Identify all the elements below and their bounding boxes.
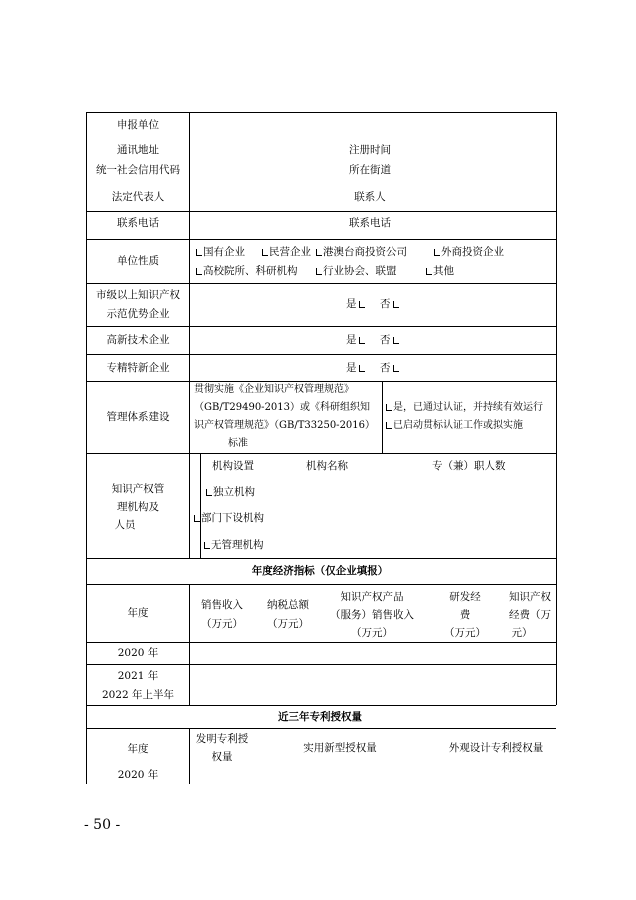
design-header: 外观设计专利授权量 <box>448 742 544 754</box>
high-tech-yes[interactable]: 是 <box>346 333 366 347</box>
specialized-no[interactable]: 否 <box>380 361 400 375</box>
nature-option-research[interactable]: 高校院所、科研机构 <box>196 264 298 278</box>
mgmt-standard-line3: 识产权管理规范》（GB/T33250-2016） <box>194 420 376 431</box>
checkbox-icon <box>316 249 322 256</box>
checkbox-icon <box>204 542 210 549</box>
checkbox-icon <box>206 489 212 496</box>
ip-org-label-1: 知识产权管 <box>111 483 165 495</box>
mgmt-started-option[interactable]: 已启动贯标认证工作或拟实施 <box>386 419 523 433</box>
checkbox-icon <box>386 422 392 429</box>
checkbox-icon <box>426 268 432 275</box>
ip-sales-header-2: （服务）销售收入 <box>330 609 414 621</box>
org-setup-header: 机构设置 <box>212 460 254 472</box>
demo-enterprise-label-1: 市级以上知识产权 <box>96 289 180 301</box>
nature-option-other[interactable]: 其他 <box>426 264 454 278</box>
patent-title: 近三年专利授权量 <box>278 711 362 723</box>
checkbox-icon <box>434 249 440 256</box>
checkbox-icon <box>393 365 399 372</box>
registration-date-label: 注册时间 <box>349 144 391 156</box>
mgmt-standard-line4: 标准 <box>228 438 248 449</box>
patent-year-header: 年度 <box>127 743 149 755</box>
checkbox-icon <box>386 404 392 411</box>
year-row-2021: 2021 年 <box>117 670 159 682</box>
ip-sales-header-1: 知识产权产品 <box>340 591 404 603</box>
mgmt-standard-line1: 贯彻实施《企业知识产权管理规范》 <box>194 384 354 395</box>
specialized-label: 专精特新企业 <box>106 362 170 374</box>
invention-header-1: 发明专利授 <box>195 733 249 745</box>
year-row-2022h1: 2022 年上半年 <box>101 689 175 701</box>
checkbox-icon <box>196 249 202 256</box>
tax-unit: （万元） <box>267 618 309 630</box>
phone-label-left: 联系电话 <box>117 217 159 229</box>
nature-option-foreign[interactable]: 外商投资企业 <box>434 245 504 259</box>
year-row-2020: 2020 年 <box>117 647 159 659</box>
ip-fee-unit: 元） <box>511 627 533 639</box>
checkbox-icon <box>262 249 268 256</box>
tax-header: 纳税总额 <box>267 599 309 611</box>
management-system-label: 管理体系建设 <box>106 411 170 423</box>
ip-fee-header-1: 知识产权 <box>509 591 551 603</box>
contact-person-label: 联系人 <box>354 191 386 203</box>
nature-option-state[interactable]: 国有企业 <box>196 245 245 259</box>
street-label: 所在街道 <box>349 164 391 176</box>
checkbox-icon <box>194 515 200 522</box>
econ-title: 年度经济指标（仅企业填报） <box>251 565 389 577</box>
rd-header-2: 费 <box>459 609 471 621</box>
credit-code-label: 统一社会信用代码 <box>96 164 180 176</box>
unit-nature-label: 单位性质 <box>117 255 159 267</box>
ip-org-label-3: 人员 <box>114 519 136 531</box>
ip-org-label-2: 理机构及 <box>117 501 159 513</box>
rd-unit: （万元） <box>444 627 486 639</box>
checkbox-icon <box>359 337 365 344</box>
checkbox-icon <box>359 365 365 372</box>
high-tech-no[interactable]: 否 <box>380 333 400 347</box>
applicant-label: 申报单位 <box>117 119 159 131</box>
nature-option-association[interactable]: 行业协会、联盟 <box>316 264 397 278</box>
patent-year-2020: 2020 年 <box>117 769 159 781</box>
phone-label-right: 联系电话 <box>349 217 391 229</box>
mgmt-certified-option[interactable]: 是，已通过认证，并持续有效运行 <box>386 401 543 415</box>
ip-sales-unit: （万元） <box>351 627 393 639</box>
mgmt-standard-line2: （GB/T29490-2013）或《科研组织知 <box>194 402 371 413</box>
org-option-independent[interactable]: 独立机构 <box>206 485 255 499</box>
rd-header-1: 研发经 <box>449 591 481 603</box>
checkbox-icon <box>393 301 399 308</box>
ip-fee-header-2: 经费（万 <box>509 609 551 621</box>
high-tech-label: 高新技术企业 <box>106 334 170 346</box>
address-label: 通讯地址 <box>117 144 159 156</box>
checkbox-icon <box>393 337 399 344</box>
demo-enterprise-yes[interactable]: 是 <box>346 297 366 311</box>
invention-header-2: 权量 <box>211 751 233 763</box>
demo-enterprise-label-2: 示范优势企业 <box>106 308 170 320</box>
page-number: - 50 - <box>84 817 121 833</box>
sales-header: 销售收入 <box>201 599 243 611</box>
staff-count-header: 专（兼）职人数 <box>432 460 506 472</box>
nature-option-private[interactable]: 民营企业 <box>262 245 311 259</box>
org-option-none[interactable]: 无管理机构 <box>204 538 264 552</box>
org-name-header: 机构名称 <box>306 460 348 472</box>
demo-enterprise-no[interactable]: 否 <box>380 297 400 311</box>
specialized-yes[interactable]: 是 <box>346 361 366 375</box>
econ-year-header: 年度 <box>127 607 149 619</box>
checkbox-icon <box>316 268 322 275</box>
nature-option-hk-macao-taiwan[interactable]: 港澳台商投资公司 <box>316 245 407 259</box>
sales-unit: （万元） <box>201 618 243 630</box>
checkbox-icon <box>196 268 202 275</box>
checkbox-icon <box>359 301 365 308</box>
legal-rep-label: 法定代表人 <box>111 191 165 203</box>
org-option-department[interactable]: 部门下设机构 <box>194 511 264 525</box>
utility-header: 实用新型授权量 <box>303 742 377 754</box>
